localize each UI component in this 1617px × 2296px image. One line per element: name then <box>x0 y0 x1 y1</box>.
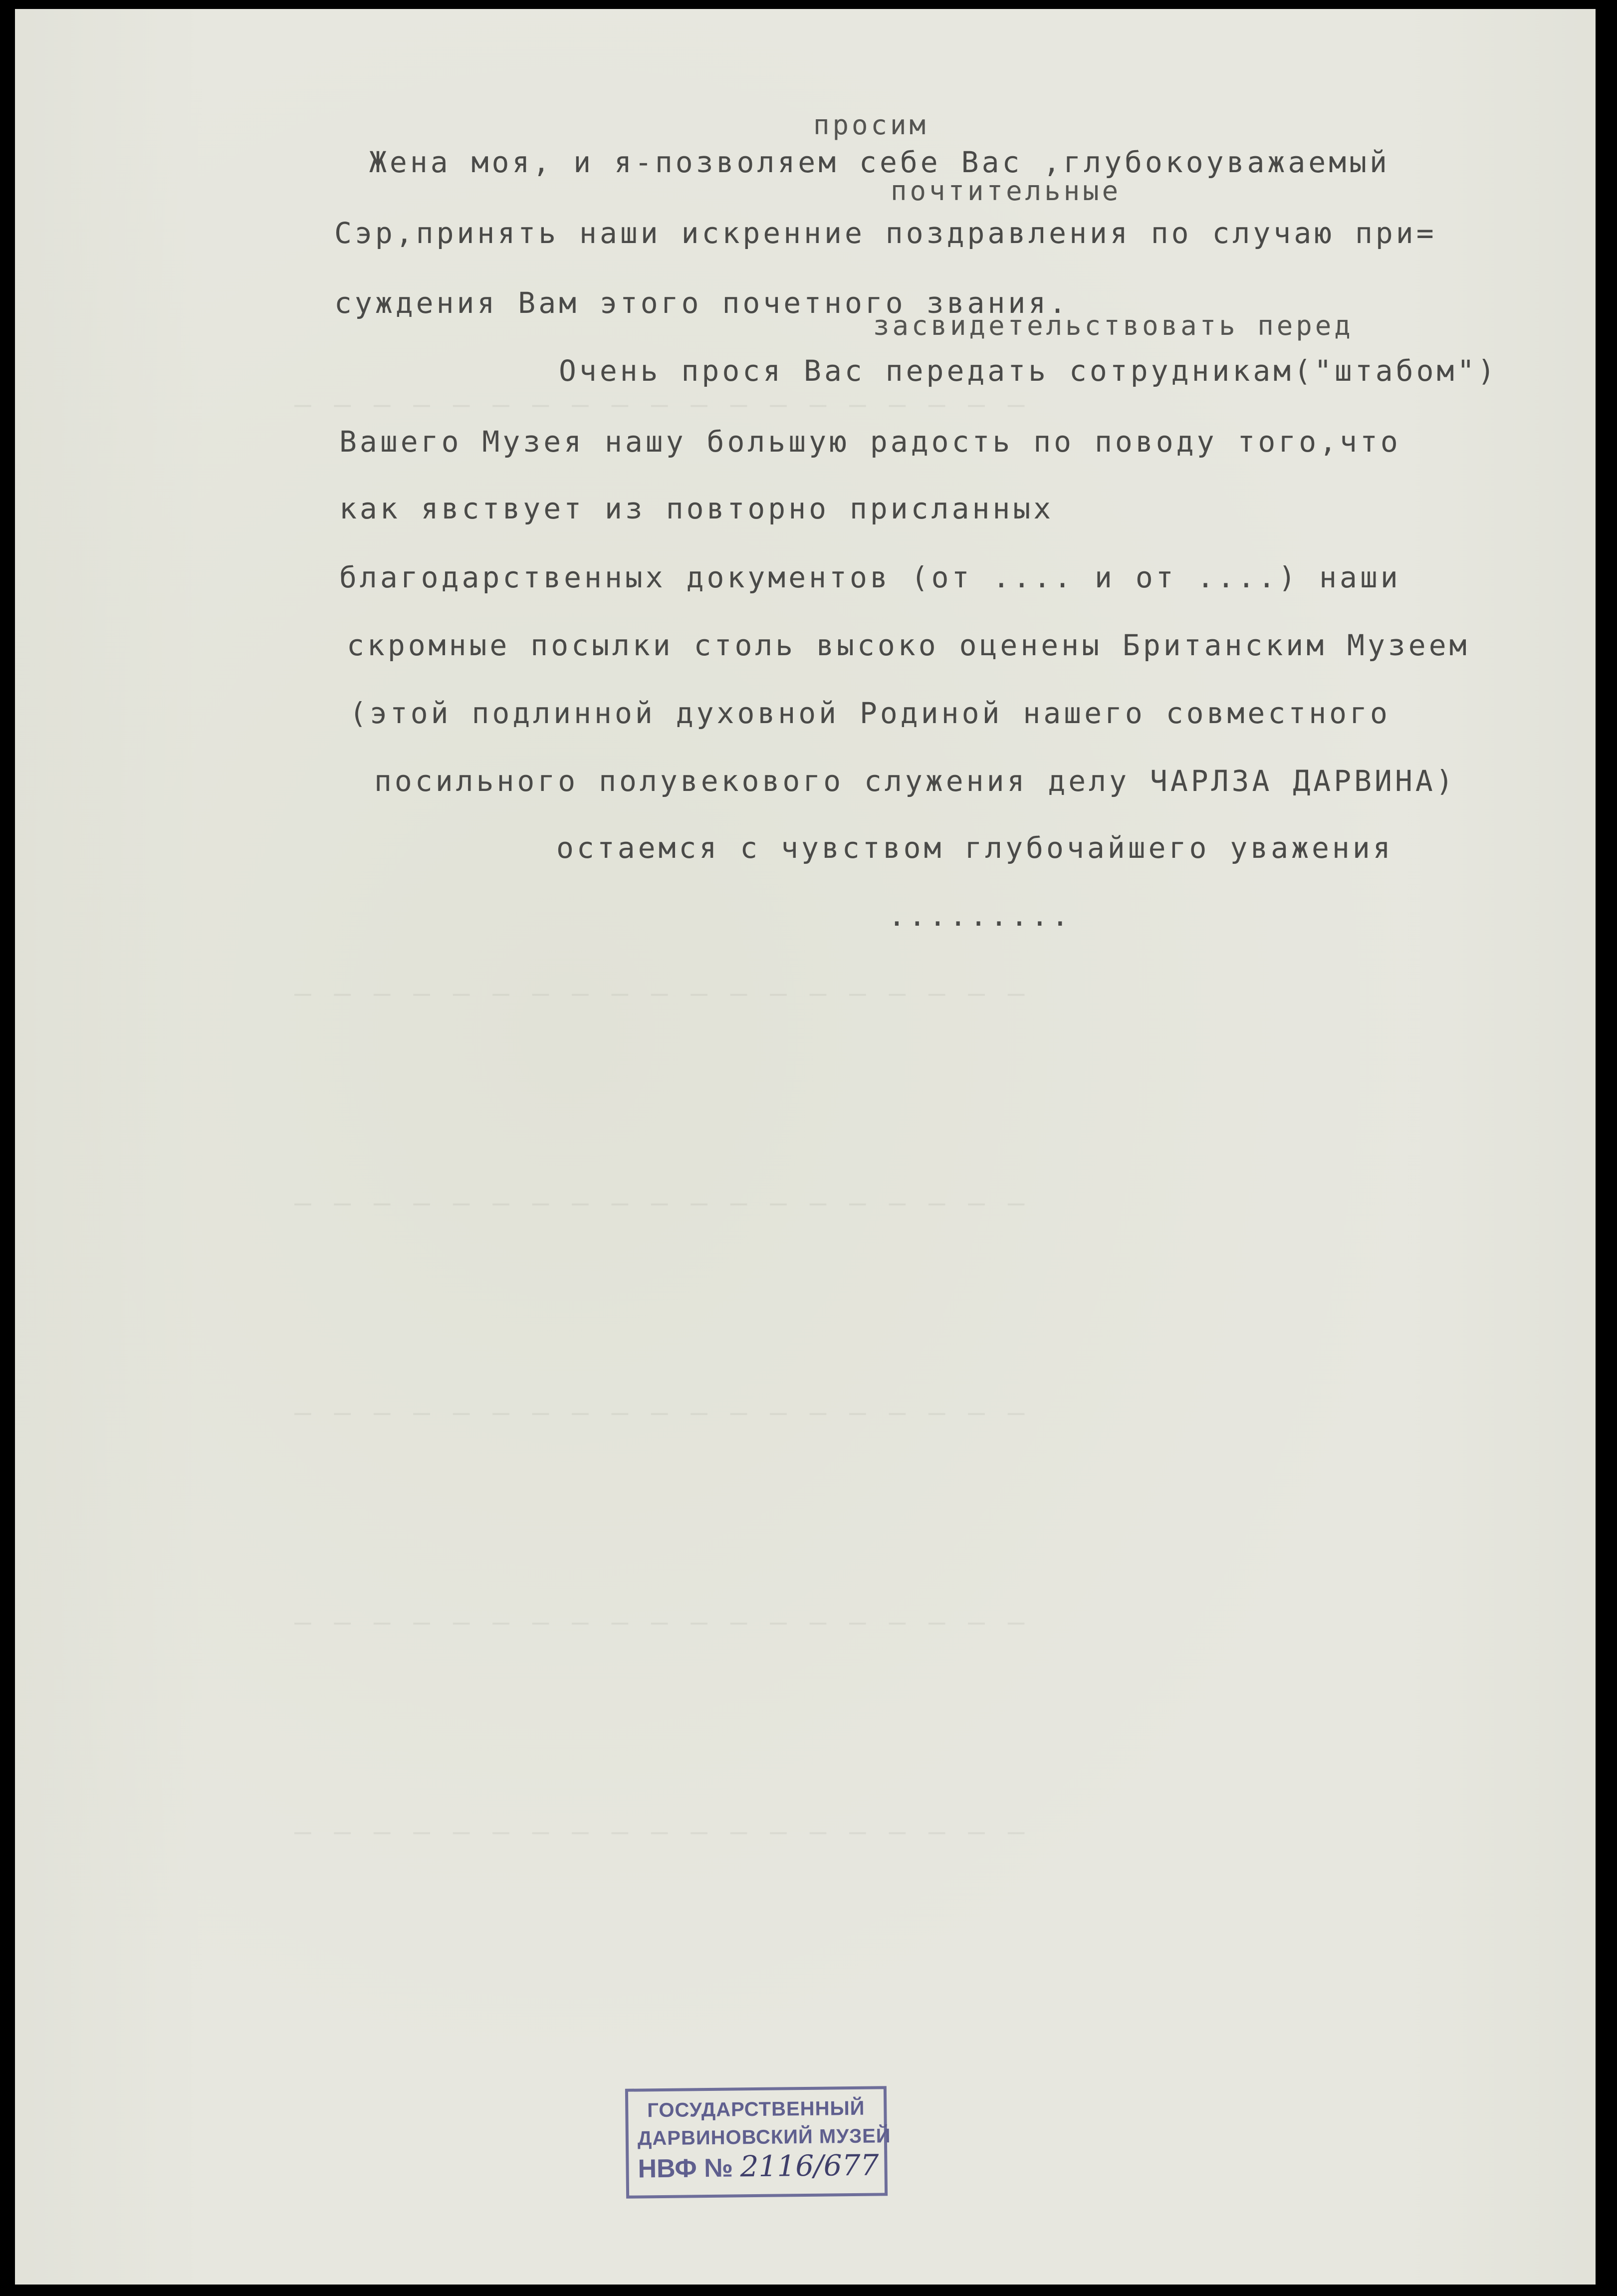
text-line: скромные посылки столь высоко оценены Британским Музеем <box>347 628 1470 662</box>
text-line: благодарственных документов (от .... и от ....) наши <box>339 560 1401 594</box>
stamp-registration <box>638 2148 879 2184</box>
show-through-text: — — — — — — — — — — — — — — — — — — — <box>294 1815 1028 1848</box>
insert-prosim: просим <box>813 109 929 141</box>
text-line: посильного полувекового служения делу ЧАРЛЗА ДАРВИНА) <box>374 764 1456 798</box>
stamp-reg-label: НВФ № <box>638 2153 733 2184</box>
insert-pochtitelnye: почтительные <box>891 175 1122 207</box>
text-line: Очень прося Вас передать сотрудникам("штабом") <box>559 354 1498 388</box>
show-through-text: — — — — — — — — — — — — — — — — — — — <box>294 977 1028 1010</box>
text-line: остаемся с чувством глубочайшего уважения <box>556 831 1393 865</box>
text-line: Вашего Музея нашу большую радость по поводу того,что <box>339 425 1401 459</box>
text-line: Сэр,принять наши искренние поздравления по случаю при= <box>334 216 1437 250</box>
show-through-text: — — — — — — — — — — — — — — — — — — — <box>294 1606 1028 1638</box>
text-line: ......... <box>888 899 1072 933</box>
show-through-text: — — — — — — — — — — — — — — — — — — — <box>294 1187 1028 1219</box>
stamp-line-2: ДАРВИНОВСКИЙ МУЗЕЙ <box>637 2125 891 2150</box>
text-line: как явствует из повторно присланных <box>339 492 1054 525</box>
show-through-text: — — — — — — — — — — — — — — — — — — — <box>294 388 1028 421</box>
stamp-line-1: ГОСУДАРСТВЕННЫЙ <box>647 2097 865 2122</box>
document-page <box>15 9 1596 2285</box>
show-through-text: — — — — — — — — — — — — — — — — — — — <box>294 1396 1028 1429</box>
text-line: суждения Вам этого почетного звания. <box>334 286 1070 320</box>
text-line: (этой подлинной духовной Родиной нашего совместного <box>349 696 1390 730</box>
text-line: Жена моя, и я-позволяем себе Вас ,глубокоуважаемый <box>369 145 1390 179</box>
museum-stamp <box>625 2086 891 2198</box>
insert-zasvidetelstvovat: засвидетельствовать перед <box>873 310 1354 341</box>
stamp-reg-number: 2116/677 <box>740 2148 879 2184</box>
